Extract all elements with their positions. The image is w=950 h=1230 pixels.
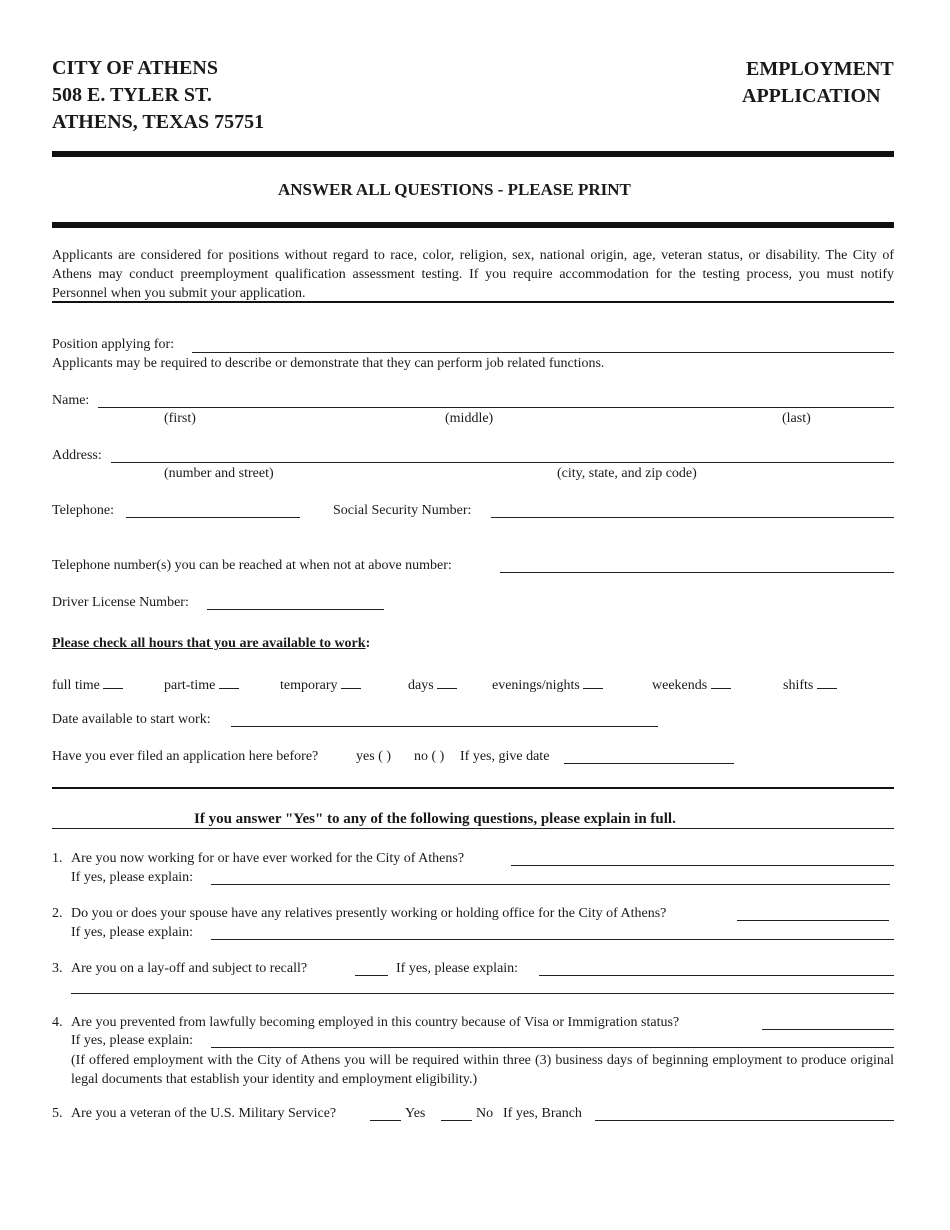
option-full-time[interactable] xyxy=(52,676,123,694)
q5-yes-label: Yes xyxy=(405,1106,426,1121)
name-input[interactable] xyxy=(98,407,894,408)
filed-before-label: Have you ever filed an application here before? xyxy=(52,749,319,764)
q4-text: Are you prevented from lawfully becoming employed in this country because of Visa or Immigration status? xyxy=(71,1015,680,1030)
q4-number: 4. xyxy=(52,1015,63,1030)
option-label: days xyxy=(408,678,434,693)
q1-answer-input[interactable] xyxy=(511,865,894,866)
q5-text: Are you a veteran of the U.S. Military Service? xyxy=(71,1106,337,1121)
filed-no-option[interactable]: no ( ) xyxy=(414,749,445,764)
form-title-line1: EMPLOYMENT xyxy=(746,58,894,80)
q1-text: Are you now working for or have ever worked for the City of Athens? xyxy=(71,851,465,866)
q3-explain-label: If yes, please explain: xyxy=(396,961,519,976)
q3-text: Are you on a lay-off and subject to recall? xyxy=(71,961,308,976)
option-shifts[interactable] xyxy=(783,676,837,694)
q5-branch-label: If yes, Branch xyxy=(503,1106,582,1121)
q2-text: Do you or does your spouse have any relatives presently working or holding office for the City of Athens? xyxy=(71,906,667,921)
q1-number: 1. xyxy=(52,851,63,866)
option-check-blank[interactable] xyxy=(437,676,457,689)
q3-explain-input[interactable] xyxy=(539,975,894,976)
q4-note: (If offered employment with the City of Athens you will be required within three (3) business days of beginning employment to produce original legal documents that establish your identity and employment eligibility.) xyxy=(71,1053,894,1087)
start-date-label: Date available to start work: xyxy=(52,712,211,727)
q5-no-blank[interactable] xyxy=(441,1120,472,1121)
availability-heading-colon: : xyxy=(365,636,371,651)
q2-number: 2. xyxy=(52,906,63,921)
option-weekends[interactable] xyxy=(652,676,731,694)
option-label: temporary xyxy=(280,678,338,693)
questions-heading-underline xyxy=(52,828,894,829)
availability-heading-text: Please check all hours that you are available to work xyxy=(52,636,366,651)
address-label: Address: xyxy=(52,448,102,463)
availability-heading xyxy=(52,636,370,652)
option-check-blank[interactable] xyxy=(583,676,603,689)
option-check-blank[interactable] xyxy=(341,676,361,689)
option-check-blank[interactable] xyxy=(103,676,123,689)
name-middle-caption: (middle) xyxy=(445,411,494,426)
q3-number: 3. xyxy=(52,961,63,976)
name-first-caption: (first) xyxy=(164,411,196,426)
filed-yes-option[interactable]: yes ( ) xyxy=(356,749,391,764)
instruction-divider xyxy=(52,222,894,228)
q5-branch-input[interactable] xyxy=(595,1120,894,1121)
q4-answer-input[interactable] xyxy=(762,1029,894,1030)
option-check-blank[interactable] xyxy=(711,676,731,689)
address-street-caption: (number and street) xyxy=(164,466,274,481)
questions-heading: If you answer "Yes" to any of the following questions, please explain in full. xyxy=(194,811,676,827)
option-check-blank[interactable] xyxy=(817,676,837,689)
eeo-notice: Applicants are considered for positions without regard to race, color, religion, sex, national origin, age, veteran status, or disability. The City of Athens may conduct preemployment qualification assessment testing. If you require accommodation for the testing process, you must notify Personnel when you submit your application. xyxy=(52,248,894,301)
option-label: shifts xyxy=(783,678,814,693)
address-city-caption: (city, state, and zip code) xyxy=(557,466,697,481)
option-temporary[interactable] xyxy=(280,676,361,694)
q3-explain-input-line2[interactable] xyxy=(71,993,894,994)
ssn-input[interactable] xyxy=(491,517,894,518)
q2-explain-input[interactable] xyxy=(211,939,894,940)
form-title-line2: APPLICATION xyxy=(742,85,881,107)
address-input[interactable] xyxy=(111,462,894,463)
q2-answer-input[interactable] xyxy=(737,920,889,921)
option-days[interactable] xyxy=(408,676,457,694)
q3-answer-input[interactable] xyxy=(355,975,388,976)
instruction-heading: ANSWER ALL QUESTIONS - PLEASE PRINT xyxy=(278,180,631,199)
q5-no-label: No xyxy=(476,1106,494,1121)
q4-explain-input[interactable] xyxy=(211,1047,894,1048)
option-label: weekends xyxy=(652,678,708,693)
license-label: Driver License Number: xyxy=(52,595,189,610)
org-city: ATHENS, TEXAS 75751 xyxy=(52,111,265,133)
option-part-time[interactable] xyxy=(164,676,239,694)
option-label: full time xyxy=(52,678,100,693)
position-input[interactable] xyxy=(192,352,894,353)
section-divider xyxy=(52,787,894,789)
q5-yes-blank[interactable] xyxy=(370,1120,401,1121)
q2-explain-label: If yes, please explain: xyxy=(71,925,194,940)
filed-date-label: If yes, give date xyxy=(460,749,550,764)
org-name: CITY OF ATHENS xyxy=(52,57,218,79)
ssn-label: Social Security Number: xyxy=(333,503,472,518)
telephone-input[interactable] xyxy=(126,517,300,518)
alt-phone-input[interactable] xyxy=(500,572,894,573)
q1-explain-input[interactable] xyxy=(211,884,890,885)
name-label: Name: xyxy=(52,393,90,408)
filed-date-input[interactable] xyxy=(564,763,734,764)
q4-explain-label: If yes, please explain: xyxy=(71,1033,194,1048)
option-check-blank[interactable] xyxy=(219,676,239,689)
option-label: evenings/nights xyxy=(492,678,580,693)
position-note: Applicants may be required to describe or demonstrate that they can perform job related functions. xyxy=(52,356,605,371)
telephone-label: Telephone: xyxy=(52,503,114,518)
option-evenings-nights[interactable] xyxy=(492,676,603,694)
q5-number: 5. xyxy=(52,1106,63,1121)
position-label: Position applying for: xyxy=(52,337,175,352)
notice-divider xyxy=(52,301,894,303)
alt-phone-label: Telephone number(s) you can be reached at when not at above number: xyxy=(52,558,452,573)
license-input[interactable] xyxy=(207,609,384,610)
option-label: part-time xyxy=(164,678,216,693)
name-last-caption: (last) xyxy=(782,411,811,426)
start-date-input[interactable] xyxy=(231,726,658,727)
header-divider xyxy=(52,151,894,157)
q1-explain-label: If yes, please explain: xyxy=(71,870,194,885)
org-street: 508 E. TYLER ST. xyxy=(52,84,212,106)
